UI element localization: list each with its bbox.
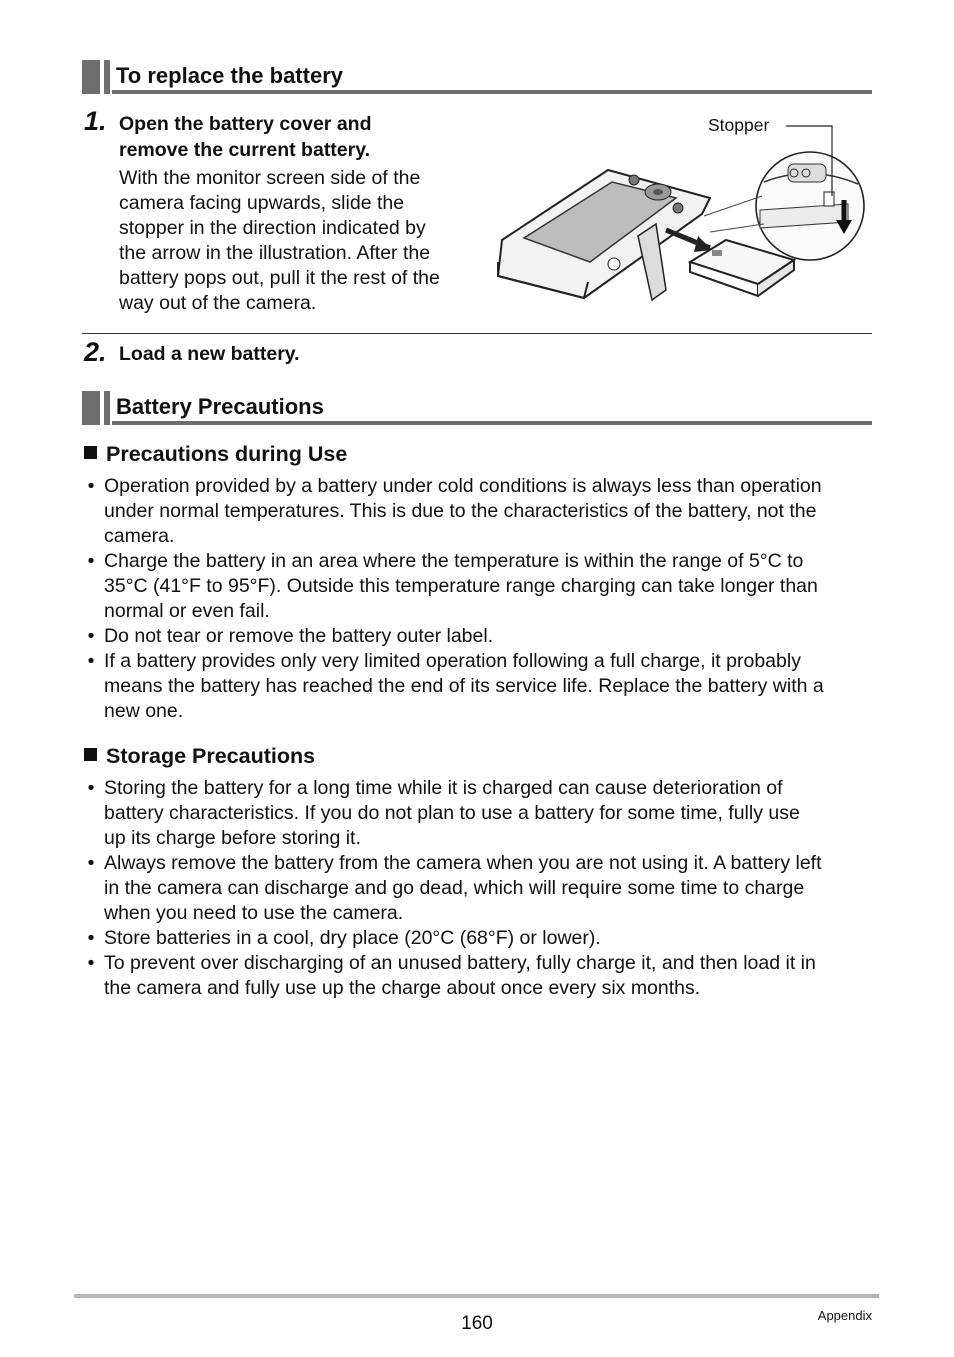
section-title: To replace the battery <box>116 63 343 88</box>
page-number: 160 <box>461 1313 493 1334</box>
storage-precautions-list <box>84 776 874 1001</box>
list-item <box>84 851 874 926</box>
bullet-dot-icon: • <box>87 650 95 672</box>
step-1-body-line: camera facing upwards, slide the <box>119 192 405 214</box>
bullet-dot-icon: • <box>87 952 95 974</box>
list-item-line: Charge the battery in an area where the temperature is within the range of 5°C to <box>104 550 804 572</box>
heading-marker-bar <box>82 60 100 94</box>
list-item-line: battery characteristics. If you do not plan to use a battery for some time, fully use <box>104 802 800 824</box>
square-bullet-icon <box>84 748 97 761</box>
list-item <box>84 776 874 851</box>
footer-rule <box>74 1294 879 1298</box>
list-item-line: Do not tear or remove the battery outer label. <box>104 625 494 647</box>
subsection-title: Storage Precautions <box>106 744 316 768</box>
list-item-line: camera. <box>104 525 175 547</box>
bullet-dot-icon: • <box>87 475 95 497</box>
list-item <box>84 624 874 649</box>
list-item-line: up its charge before storing it. <box>104 827 361 849</box>
bullet-dot-icon: • <box>87 550 95 572</box>
section-heading-battery-precautions <box>82 391 872 425</box>
section-title: Battery Precautions <box>116 394 324 419</box>
step-1-title-line-1: Open the battery cover and <box>119 113 372 135</box>
list-item-line: To prevent over discharging of an unused battery, fully charge it, and then load it in <box>104 952 816 974</box>
list-item-line: Operation provided by a battery under cold conditions is always less than operation <box>104 475 822 497</box>
step-1-title-line-2: remove the current battery. <box>119 139 371 161</box>
battery-removal-illustration <box>488 112 872 308</box>
heading-marker-bar-thin <box>104 391 110 425</box>
camera-battery-drawing <box>488 112 872 308</box>
stopper-label: Stopper <box>708 115 770 135</box>
list-item-line: new one. <box>104 700 184 722</box>
list-item-line: means the battery has reached the end of its service life. Replace the battery with a <box>104 675 824 697</box>
list-item-line: 35°C (41°F to 95°F). Outside this temperature range charging can take longer than <box>104 575 818 597</box>
section-heading-replace-battery <box>82 60 872 94</box>
list-item-line: Always remove the battery from the camera when you are not using it. A battery left <box>104 852 822 874</box>
step-1-body-line: battery pops out, pull it the rest of the <box>119 267 440 289</box>
square-bullet-icon <box>84 446 97 459</box>
list-item <box>84 926 874 951</box>
subsection-title: Precautions during Use <box>106 442 348 466</box>
heading-marker-bar <box>82 391 100 425</box>
list-item <box>84 649 874 724</box>
list-item-line: under normal temperatures. This is due to the characteristics of the battery, not the <box>104 500 817 522</box>
list-item-line: in the camera can discharge and go dead, which will require some time to charge <box>104 877 805 899</box>
heading-underline <box>112 90 872 94</box>
use-precautions-list <box>84 474 874 724</box>
heading-marker-bar-thin <box>104 60 110 94</box>
list-item-line: normal or even fail. <box>104 600 270 622</box>
step-2-number: 2. <box>84 337 107 367</box>
step-divider <box>82 333 872 334</box>
subsection-heading-use <box>84 442 347 467</box>
subsection-heading-storage <box>84 744 315 769</box>
bullet-dot-icon: • <box>87 625 95 647</box>
list-item-line: Storing the battery for a long time while it is charged can cause deterioration of <box>104 777 783 799</box>
heading-underline <box>112 421 872 425</box>
step-1-body-line: the arrow in the illustration. After the <box>119 242 431 264</box>
list-item-line: If a battery provides only very limited operation following a full charge, it probably <box>104 650 801 672</box>
list-item <box>84 951 874 1001</box>
step-1-body-line: stopper in the direction indicated by <box>119 217 426 239</box>
bullet-dot-icon: • <box>87 927 95 949</box>
step-1-body-line: way out of the camera. <box>119 292 317 314</box>
list-item-line: Store batteries in a cool, dry place (20°C (68°F) or lower). <box>104 927 601 949</box>
step-2-title: Load a new battery. <box>119 343 300 365</box>
list-item-line: when you need to use the camera. <box>104 902 404 924</box>
bullet-dot-icon: • <box>87 777 95 799</box>
list-item <box>84 474 874 549</box>
list-item-line: the camera and fully use up the charge about once every six months. <box>104 977 701 999</box>
list-item <box>84 549 874 624</box>
step-1-body-line: With the monitor screen side of the <box>119 167 421 189</box>
bullet-dot-icon: • <box>87 852 95 874</box>
footer-section-name: Appendix <box>817 1308 872 1323</box>
step-1-number: 1. <box>84 106 107 136</box>
step-1-body <box>119 166 440 316</box>
